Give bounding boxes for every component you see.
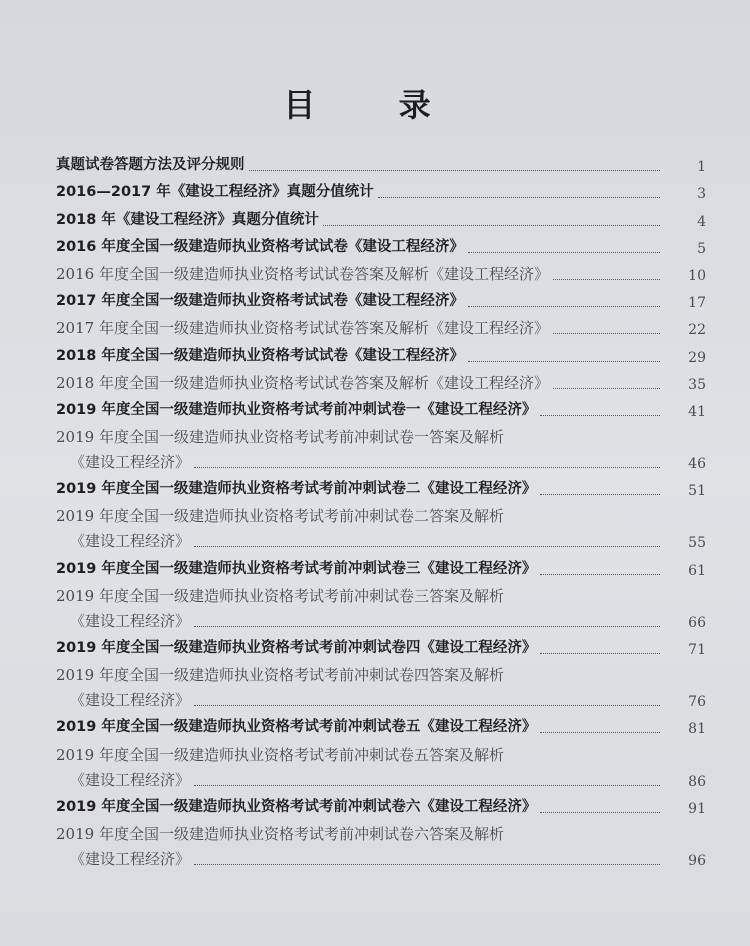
dot-leader <box>540 494 660 495</box>
toc-entry-title: 2016—2017 年《建设工程经济》真题分值统计 <box>56 184 374 201</box>
toc-entry <box>56 633 706 660</box>
toc-page-number: 91 <box>688 800 706 817</box>
dot-leader <box>194 467 660 468</box>
toc-entry <box>56 259 706 286</box>
toc-page-number: 76 <box>688 694 706 711</box>
toc-entry <box>56 581 706 608</box>
toc-page-number: 86 <box>688 773 706 790</box>
toc-entry <box>56 660 706 687</box>
toc-entry-title: 《建设工程经济》 <box>70 849 191 868</box>
toc-entry-title: 2017 年度全国一级建造师执业资格考试试卷答案及解析《建设工程经济》 <box>56 319 549 338</box>
toc-entry-title: 2019 年度全国一级建造师执业资格考试考前冲刺试卷三《建设工程经济》 <box>56 560 537 577</box>
toc-entry <box>56 712 706 739</box>
toc-page-number: 41 <box>688 403 706 420</box>
dot-leader <box>540 574 660 575</box>
toc-entry <box>56 474 706 501</box>
toc-page-number: 4 <box>697 213 706 230</box>
toc-entry <box>56 608 706 633</box>
page-title: 目 录 <box>283 86 467 124</box>
toc-entry <box>56 340 706 367</box>
dot-leader <box>249 170 661 171</box>
toc-entry <box>56 553 706 580</box>
toc-entry <box>56 395 706 422</box>
toc-page-number: 10 <box>688 267 706 284</box>
table-of-contents <box>56 150 706 871</box>
toc-entry-title: 2017 年度全国一级建造师执业资格考试试卷《建设工程经济》 <box>56 293 464 310</box>
toc-entry <box>56 846 706 871</box>
toc-entry-title: 《建设工程经济》 <box>70 691 191 710</box>
toc-entry-title: 2019 年度全国一级建造师执业资格考试考前冲刺试卷一《建设工程经济》 <box>56 401 537 418</box>
toc-entry <box>56 232 706 259</box>
toc-entry-title: 2019 年度全国一级建造师执业资格考试考前冲刺试卷四《建设工程经济》 <box>56 640 537 656</box>
dot-leader <box>468 361 660 362</box>
toc-entry-title: 2019 年度全国一级建造师执业资格考试考前冲刺试卷六答案及解析 <box>56 824 504 843</box>
toc-page-number: 1 <box>697 159 706 176</box>
toc-entry <box>56 687 706 712</box>
toc-page-number: 5 <box>697 240 706 257</box>
dot-leader <box>194 626 660 627</box>
toc-entry <box>56 204 706 231</box>
toc-page-number: 46 <box>688 456 706 473</box>
toc-page-number: 61 <box>688 562 706 579</box>
toc-page-number: 96 <box>688 852 706 869</box>
toc-entry-title: 2019 年度全国一级建造师执业资格考试考前冲刺试卷四答案及解析 <box>56 666 504 685</box>
toc-entry <box>56 819 706 846</box>
toc-entry <box>56 792 706 819</box>
toc-entry-title: 2016 年度全国一级建造师执业资格考试试卷《建设工程经济》 <box>56 238 464 255</box>
dot-leader <box>468 252 660 253</box>
dot-leader <box>553 279 660 280</box>
toc-entry-title: 2019 年度全国一级建造师执业资格考试考前冲刺试卷六《建设工程经济》 <box>56 798 537 815</box>
dot-leader <box>553 388 660 389</box>
toc-entry <box>56 739 706 766</box>
toc-page-number: 22 <box>688 322 706 339</box>
toc-entry-title: 2018 年度全国一级建造师执业资格考试试卷《建设工程经济》 <box>56 347 464 364</box>
dot-leader <box>323 225 660 226</box>
toc-entry <box>56 313 706 340</box>
toc-page-number: 71 <box>688 642 706 658</box>
toc-page-number: 35 <box>688 376 706 393</box>
toc-entry <box>56 449 706 474</box>
dot-leader <box>194 785 660 786</box>
toc-entry <box>56 368 706 395</box>
toc-entry <box>56 528 706 553</box>
toc-page-number: 55 <box>688 535 706 552</box>
dot-leader <box>540 415 660 416</box>
toc-entry <box>56 422 706 449</box>
toc-entry-title: 《建设工程经济》 <box>70 532 191 551</box>
dot-leader <box>540 812 660 813</box>
toc-entry-title: 2019 年度全国一级建造师执业资格考试考前冲刺试卷五《建设工程经济》 <box>56 719 537 736</box>
dot-leader <box>194 705 660 706</box>
dot-leader <box>540 732 660 733</box>
toc-entry <box>56 286 706 313</box>
toc-entry-title: 2019 年度全国一级建造师执业资格考试考前冲刺试卷一答案及解析 <box>56 428 504 447</box>
toc-entry-title: 《建设工程经济》 <box>70 611 191 630</box>
toc-entry-title: 2019 年度全国一级建造师执业资格考试考前冲刺试卷五答案及解析 <box>56 745 504 764</box>
toc-entry <box>56 767 706 792</box>
toc-entry-title: 《建设工程经济》 <box>70 453 191 472</box>
dot-leader <box>194 546 660 547</box>
dot-leader <box>194 864 660 865</box>
dot-leader <box>540 653 660 654</box>
toc-page-number: 3 <box>697 186 706 203</box>
toc-entry-title: 2018 年度全国一级建造师执业资格考试试卷答案及解析《建设工程经济》 <box>56 373 549 392</box>
toc-entry <box>56 150 706 177</box>
toc-page-number: 29 <box>688 349 706 366</box>
toc-entry-title: 真题试卷答题方法及评分规则 <box>56 157 245 174</box>
toc-page-number: 17 <box>688 295 706 312</box>
dot-leader <box>378 197 660 198</box>
toc-entry <box>56 177 706 204</box>
toc-entry-title: 2019 年度全国一级建造师执业资格考试考前冲刺试卷二答案及解析 <box>56 507 504 526</box>
toc-entry-title: 2019 年度全国一级建造师执业资格考试考前冲刺试卷三答案及解析 <box>56 586 504 605</box>
toc-page-number: 81 <box>688 721 706 738</box>
toc-entry <box>56 501 706 528</box>
toc-page-number: 66 <box>688 614 706 631</box>
dot-leader <box>553 333 660 334</box>
toc-page-number: 51 <box>688 483 706 500</box>
toc-entry-title: 2018 年《建设工程经济》真题分值统计 <box>56 211 319 228</box>
dot-leader <box>468 306 660 307</box>
toc-entry-title: 2016 年度全国一级建造师执业资格考试试卷答案及解析《建设工程经济》 <box>56 264 549 283</box>
toc-entry-title: 《建设工程经济》 <box>70 770 191 789</box>
toc-entry-title: 2019 年度全国一级建造师执业资格考试考前冲刺试卷二《建设工程经济》 <box>56 481 537 498</box>
